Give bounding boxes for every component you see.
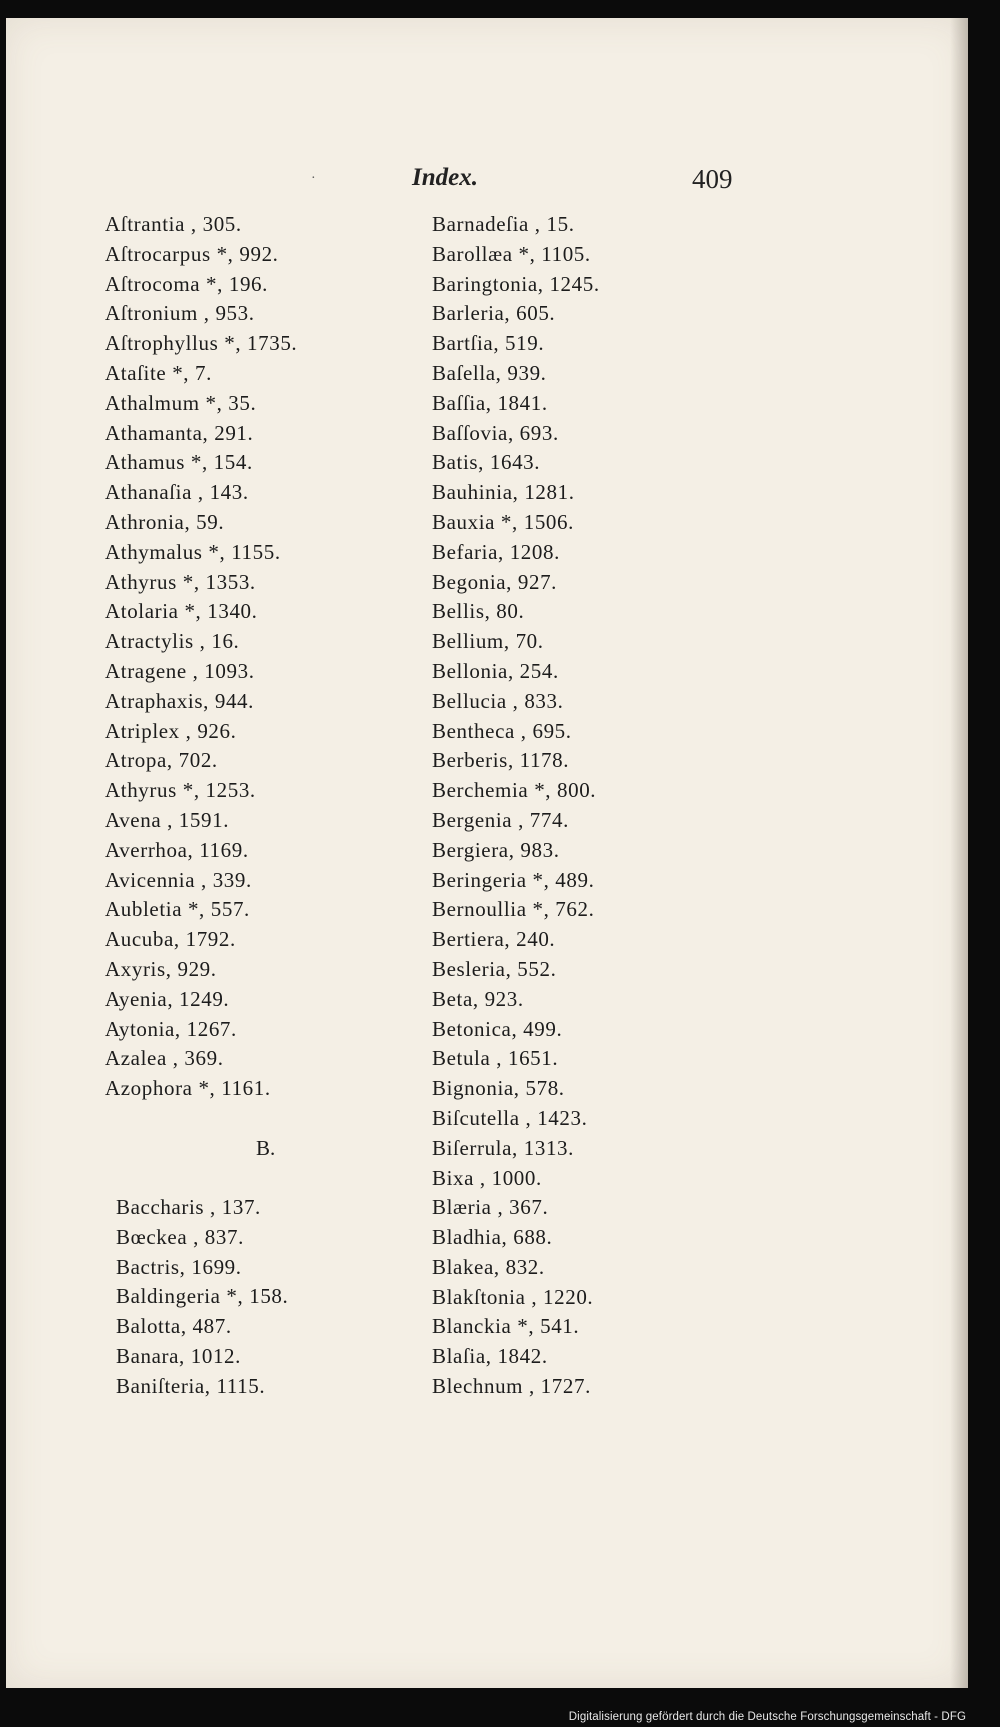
index-entry: Ataſite *, 7. xyxy=(105,360,212,385)
index-entry: Azophora *, 1161. xyxy=(105,1076,271,1101)
index-entry: Bœckea , 837. xyxy=(116,1224,244,1249)
index-entry: Aſtronium , 953. xyxy=(105,301,255,326)
index-entry: Beringeria *, 489. xyxy=(432,867,595,892)
index-entry: Athymalus *, 1155. xyxy=(105,539,281,564)
index-entry: Atropa, 702. xyxy=(105,748,218,773)
index-entry: Athalmum *, 35. xyxy=(105,390,257,415)
index-column-left-b xyxy=(116,1193,288,1402)
index-entry: Bergenia , 774. xyxy=(432,807,569,832)
index-entry: Athyrus *, 1253. xyxy=(105,778,256,803)
index-entry: Blaſia, 1842. xyxy=(432,1344,548,1369)
index-entry: Averrhoa, 1169. xyxy=(105,837,249,862)
index-entry: Bergiera, 983. xyxy=(432,837,560,862)
index-entry: Ayenia, 1249. xyxy=(105,986,230,1011)
header-ornament-dot: · xyxy=(311,171,316,186)
index-entry: Betula , 1651. xyxy=(432,1046,559,1071)
index-entry: Blechnum , 1727. xyxy=(432,1374,591,1399)
index-entry: Blakea, 832. xyxy=(432,1254,545,1279)
index-entry: Bellucia , 833. xyxy=(432,688,564,713)
index-entry: Baſella, 939. xyxy=(432,360,547,385)
index-entry: Baſſia, 1841. xyxy=(432,390,548,415)
index-entry: Betonica, 499. xyxy=(432,1016,563,1041)
index-entry: Bellis, 80. xyxy=(432,599,525,624)
index-entry: Aucuba, 1792. xyxy=(105,927,236,952)
index-entry: Athamanta, 291. xyxy=(105,420,254,445)
index-entry: Aſtrophyllus *, 1735. xyxy=(105,331,298,356)
index-entry: Atriplex , 926. xyxy=(105,718,237,743)
index-entry: Athamus *, 154. xyxy=(105,450,253,475)
index-entry: Bertiera, 240. xyxy=(432,927,556,952)
index-entry: Baldingeria *, 158. xyxy=(116,1284,289,1309)
index-entry: Baringtonia, 1245. xyxy=(432,271,600,296)
index-entry: Bentheca , 695. xyxy=(432,718,572,743)
index-entry: Barleria, 605. xyxy=(432,301,556,326)
index-entry: Berchemia *, 800. xyxy=(432,778,597,803)
index-entry: Besleria, 552. xyxy=(432,956,557,981)
index-entry: Bactris, 1699. xyxy=(116,1254,242,1279)
index-entry: Aubletia *, 557. xyxy=(105,897,250,922)
index-entry: Bellonia, 254. xyxy=(432,658,559,683)
index-entry: Beta, 923. xyxy=(432,986,524,1011)
index-entry: Baſſovia, 693. xyxy=(432,420,559,445)
index-entry: Avena , 1591. xyxy=(105,807,230,832)
index-entry: Blæria , 367. xyxy=(432,1195,549,1220)
index-entry: Bauhinia, 1281. xyxy=(432,480,575,505)
index-entry: Barollæa *, 1105. xyxy=(432,241,591,266)
index-entry: Bignonia, 578. xyxy=(432,1076,565,1101)
index-entry: Baniſteria, 1115. xyxy=(116,1373,266,1398)
index-entry: Banara, 1012. xyxy=(116,1343,242,1368)
index-entry: Atractylis , 16. xyxy=(105,629,240,654)
index-entry: Batis, 1643. xyxy=(432,450,541,475)
index-entry: Bixa , 1000. xyxy=(432,1165,542,1190)
index-entry: Aſtrantia , 305. xyxy=(105,212,242,236)
index-entry: Avicennia , 339. xyxy=(105,867,252,892)
page-gutter-shadow xyxy=(950,18,968,1688)
index-entry: Atraphaxis, 944. xyxy=(105,688,254,713)
index-entry: Bartſia, 519. xyxy=(432,331,545,356)
index-entry: Bellium, 70. xyxy=(432,629,544,654)
index-entry: Aſtrocoma *, 196. xyxy=(105,271,269,296)
digitization-credit-footer: Digitalisierung gefördert durch die Deutsche Forschungsgemeinschaft - DFG xyxy=(568,1711,966,1723)
index-entry: Aſtrocarpus *, 992. xyxy=(105,241,279,266)
index-entry: Barnadeſia , 15. xyxy=(432,212,575,236)
index-entry: Axyris, 929. xyxy=(105,956,217,981)
index-entry: Bladhia, 688. xyxy=(432,1225,553,1250)
index-entry: Atragene , 1093. xyxy=(105,658,255,683)
page-number: 409 xyxy=(692,164,733,194)
index-entry: Begonia, 927. xyxy=(432,569,558,594)
index-entry: Blakſtonia , 1220. xyxy=(432,1284,594,1309)
index-entry: Bernoullia *, 762. xyxy=(432,897,595,922)
index-entry: Aytonia, 1267. xyxy=(105,1016,237,1041)
index-entry: Baccharis , 137. xyxy=(116,1195,261,1219)
index-entry: Azalea , 369. xyxy=(105,1046,224,1071)
index-column-right xyxy=(432,210,600,1402)
running-title: Index. xyxy=(412,164,478,191)
index-entry: Blanckia *, 541. xyxy=(432,1314,580,1339)
index-entry: Atolaria *, 1340. xyxy=(105,599,258,624)
index-entry: Athyrus *, 1353. xyxy=(105,569,256,594)
index-entry: Athanaſia , 143. xyxy=(105,480,249,505)
index-entry: Balotta, 487. xyxy=(116,1314,232,1339)
index-entry: Biſcutella , 1423. xyxy=(432,1105,588,1130)
index-column-left xyxy=(105,210,297,1104)
index-entry: Athronia, 59. xyxy=(105,509,225,534)
index-entry: Befaria, 1208. xyxy=(432,539,560,564)
index-entry: Berberis, 1178. xyxy=(432,748,570,773)
section-heading-b: B. xyxy=(256,1136,276,1160)
index-entry: Bauxia *, 1506. xyxy=(432,509,574,534)
index-entry: Biſerrula, 1313. xyxy=(432,1135,574,1160)
